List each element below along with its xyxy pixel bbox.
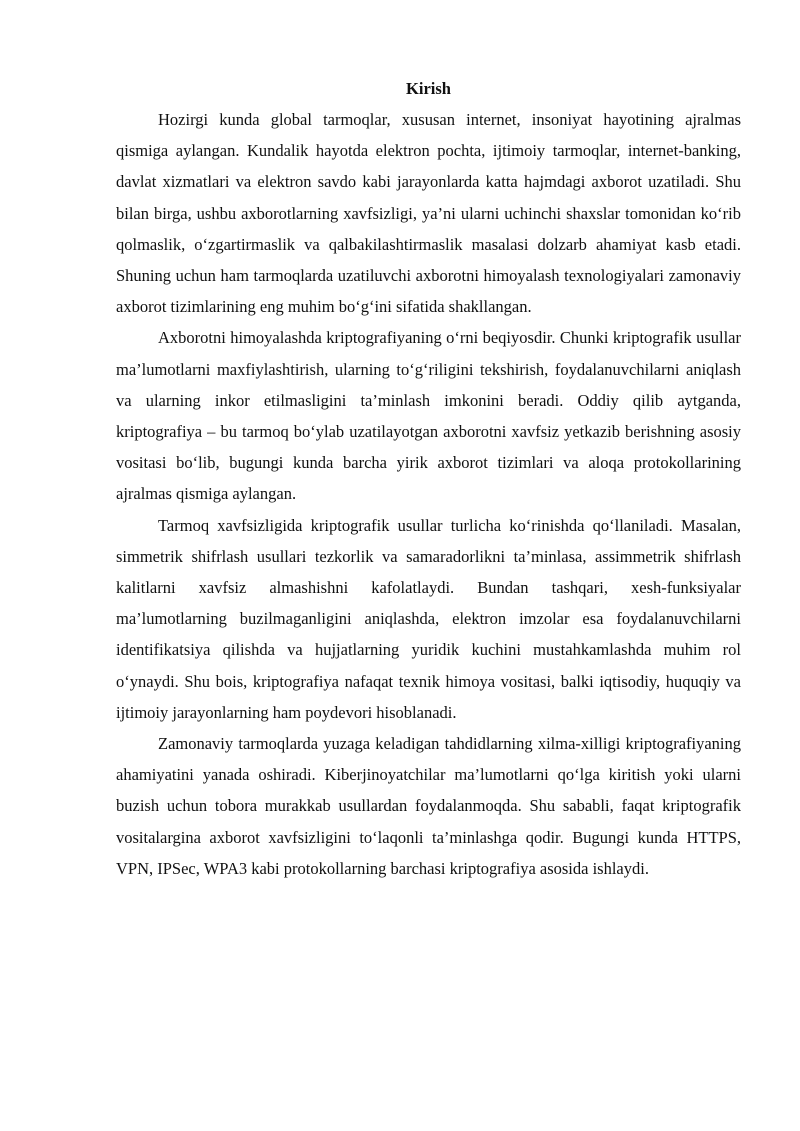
document-body [116,74,741,884]
paragraph-1: Hozirgi kunda global tarmoqlar, xususan internet, insoniyat hayotining ajralmas qismiga aylangan. Kundalik hayotda elektron pochta, ijtimoiy tarmoqlar, internet-banking, davlat xizmatlari va elektron savdo kabi jarayonlarda katta hajmdagi axborot uzatiladi. Shu bilan birga, ushbu axborotlarning xavfsizligi, ya’ni ularni uchinchi shaxslar tomonidan ko‘rib qolmaslik, o‘zgartirmaslik va qalbakilashtirmaslik masalasi dolzarb ahamiyat kasb etadi. Shuning uchun ham tarmoqlarda uzatiluvchi axborotni himoyalash texnologiyalari zamonaviy axborot tizimlarining eng muhim bo‘g‘ini sifatida shakllangan. [116,110,741,317]
paragraph-3: Tarmoq xavfsizligida kriptografik usullar turlicha ko‘rinishda qo‘llaniladi. Masalan, simmetrik shifrlash usullari tezkorlik va samaradorlikni ta’minlasa, assimmetrik shifrlash kalitlarni xavfsiz almashishni kafolatlaydi. Bundan tashqari, xesh-funksiyalar ma’lumotlarning buzilmaganligini aniqlashda, elektron imzolar esa foydalanuvchilarni identifikatsiya qilishda va hujjatlarning yuridik kuchini mustahkamlashda muhim rol o‘ynaydi. Shu bois, kriptografiya nafaqat texnik himoya vositasi, balki iqtisodiy, huquqiy va ijtimoiy jarayonlarning ham poydevori hisoblanadi. [116,515,741,722]
paragraph-4: Zamonaviy tarmoqlarda yuzaga keladigan tahdidlarning xilma-xilligi kriptografiyaning ahamiyatini yanada oshiradi. Kiberjinoyatchilar ma’lumotlarni qo‘lga kiritish yoki ularni buzish uchun tobora murakkab usullardan foydalanmoqda. Shu sababli, faqat kriptografik vositalargina axborot xavfsizligini to‘laqonli ta’minlashga qodir. Bugungi kunda HTTPS, VPN, IPSec, WPA3 kabi protokollarning barchasi kriptografiya asosida ishlaydi. [116,734,741,878]
paragraph-2: Axborotni himoyalashda kriptografiyaning o‘rni beqiyosdir. Chunki kriptografik usullar ma’lumotlarni maxfiylashtirish, ularning to‘g‘riligini tekshirish, foydalanuvchilarni aniqlash va ularning inkor etilmasligini ta’minlash imkonini beradi. Oddiy qilib aytganda, kriptografiya – bu tarmoq bo‘ylab uzatilayotgan axborotni xavfsiz yetkazib berishning asosiy vositasi bo‘lib, bugungi kunda barcha yirik axborot tizimlari va aloqa protokollarining ajralmas qismiga aylangan. [116,328,741,504]
page-title: Kirish [406,79,451,98]
